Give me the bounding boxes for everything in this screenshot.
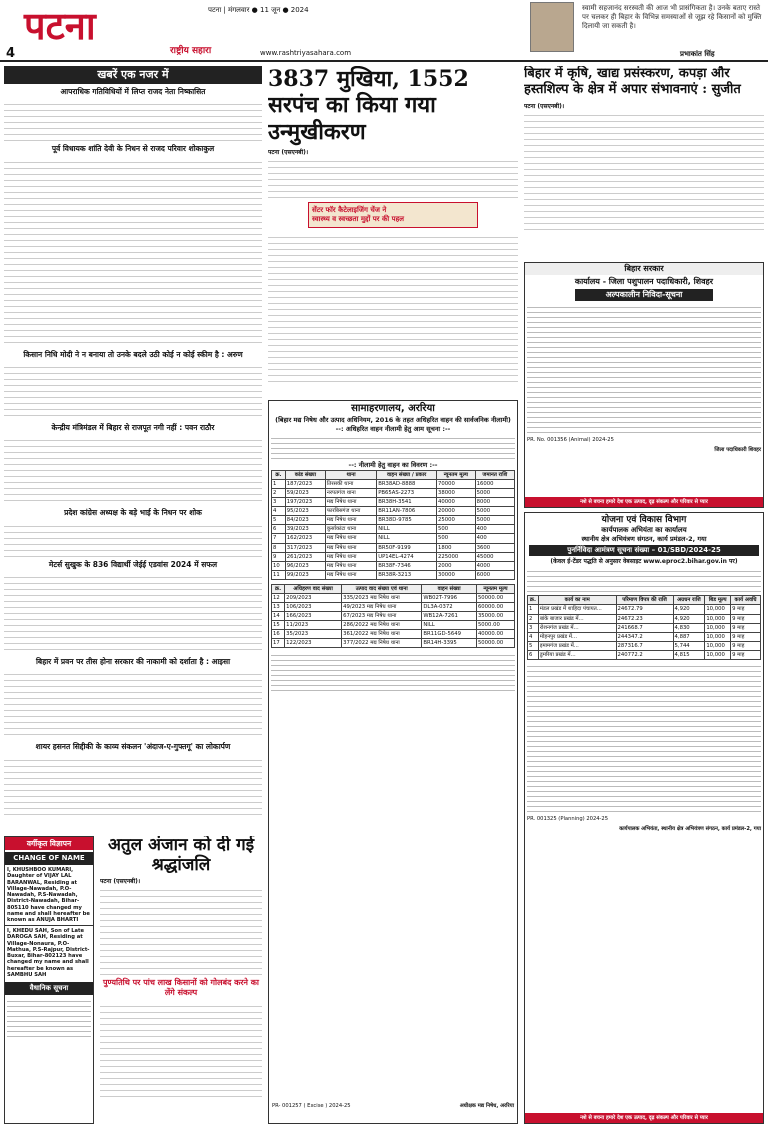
planning-pr: PR. 001325 (Planning) 2024-25 — [527, 815, 609, 822]
auction-table-cell: 70000 — [437, 479, 476, 488]
auction-table-cell: BR38F-7346 — [377, 561, 437, 570]
auction-table-2-cell: 35/2023 — [285, 630, 342, 639]
auction-table-cell: UP14EL-4274 — [377, 552, 437, 561]
auction-table-cell: 25000 — [437, 516, 476, 525]
auction-table-cell: 1 — [272, 479, 286, 488]
auction-table-cell: 39/2023 — [285, 525, 325, 534]
auction-table-cell: NILL — [377, 525, 437, 534]
planning-table-cell: 9 माह — [731, 632, 761, 641]
auction-table-2-row — [272, 602, 515, 611]
auction-table-2-cell: 14 — [272, 612, 285, 621]
auction-table-2-header-cell: क्र. — [272, 584, 285, 593]
planning-table-cell: 4,920 — [673, 605, 705, 614]
auction-table-cell: मद्य निषेध थाना — [325, 516, 376, 525]
auction-table-cell: कुर्साकांटा थाना — [325, 525, 376, 534]
planning-title: योजना एवं विकास विभाग — [601, 515, 687, 525]
planning-table-cell: 6 — [528, 650, 539, 659]
auction-table — [271, 470, 515, 580]
auction-table-cell: 225000 — [437, 552, 476, 561]
auction-table-cell: 45000 — [475, 552, 514, 561]
auction-table-2-cell: NILL — [422, 621, 477, 630]
auction-table-2-cell: 209/2023 — [285, 593, 342, 602]
auction-pr: PR- 001257 ( Excise ) 2024-25 — [272, 1102, 351, 1109]
auction-table-cell: BR11AN-7806 — [377, 507, 437, 516]
auction-table-cell: मद्य निषेध थाना — [325, 561, 376, 570]
planning-table-cell: 9 माह — [731, 614, 761, 623]
vet-header: बिहार सरकार — [525, 263, 763, 275]
planning-table-row — [528, 605, 761, 614]
right-dateline: पटना (एसएनबी)। — [524, 102, 565, 110]
auction-table-2-cell: BR11GD-5649 — [422, 630, 477, 639]
tribute-headline: अतुल अंजान को दी गई श्रद्धांजलि — [107, 836, 255, 875]
auction-table-2-cell: WB12A-7261 — [422, 612, 477, 621]
auction-table-cell: 400 — [475, 534, 514, 543]
auction-table-cell: 4000 — [475, 561, 514, 570]
highlight-box — [308, 202, 478, 228]
planning-table-cell: 5 — [528, 641, 539, 650]
planning-notice — [524, 512, 764, 1124]
planning-table-cell: 24672.79 — [616, 605, 673, 614]
auction-table-2-cell: BR14H-3395 — [422, 639, 477, 648]
name-notice-2: I, KHEDU SAH, Son of Late DAROGA SAH, Residing at Village-Nonaura, P.O-Mathua, P.S-Rajpur, District-Buxar, Bihar-802123 have changed my name and shall hereafter be known as SAMBHU SAH — [5, 925, 93, 980]
auction-table-cell: 500 — [437, 534, 476, 543]
planning-sub: स्थानीय क्षेत्र अभियंत्रण संगठन, कार्य प्रमंडल-2, गया — [581, 535, 707, 543]
auction-table-2-cell: 40000.00 — [476, 630, 514, 639]
planning-signatory: कार्यपालक अभियंता, स्थानीय क्षेत्र अभियंत्रण संगठन, कार्य प्रमंडल-2, गया — [619, 826, 761, 833]
auction-table-cell: 317/2023 — [285, 543, 325, 552]
vet-title: अल्पकालीन निविदा-सूचना — [575, 289, 713, 301]
auction-table-2-header-cell: न्यूनतम मूल्य — [476, 584, 514, 593]
planning-table-row — [528, 632, 761, 641]
planning-table-cell: इमामगंज प्रखंड में... — [538, 641, 616, 650]
auction-table-cell: 400 — [475, 525, 514, 534]
planning-table-row — [528, 623, 761, 632]
auction-table-row — [272, 525, 515, 534]
planning-footer: नशे से बचना हमारे देश एक उत्पाद, दृढ़ संकल्प और परिवार से प्यार — [525, 1113, 763, 1123]
planning-table-row — [528, 614, 761, 623]
highlight-bullet-2: स्वास्थ्य व स्वच्छता मुद्दों पर की पहल — [312, 215, 405, 224]
auction-table-2-cell: WB02T-7996 — [422, 593, 477, 602]
auction-table-cell: 2000 — [437, 561, 476, 570]
auction-table-cell: 5000 — [475, 507, 514, 516]
auction-table-2-cell: 5000.00 — [476, 621, 514, 630]
auction-table-2-row — [272, 621, 515, 630]
auction-table-2-cell: 50000.00 — [476, 639, 514, 648]
auction-table-2-cell: 60000.00 — [476, 602, 514, 611]
auction-table-cell: 8000 — [475, 498, 514, 507]
auction-table-cell: 5000 — [475, 489, 514, 498]
auction-table-title: --: नीलामी हेतु वाहन का विवरण :-- — [348, 460, 438, 469]
planning-table-cell: डुमरिया प्रखंड में... — [538, 650, 616, 659]
headline-6: बिहार में प्रवन पर तीस होना सरकार की नाकामी को दर्शाता है : आइसा — [35, 657, 231, 666]
auction-table-header-cell: क्र. — [272, 470, 286, 479]
planning-table-header-cell: अग्रधन राशि — [673, 596, 705, 605]
headline-7: शायर हसनत सिद्दीकी के काव्य संकलन 'अंदाज-ए-गुफ्तगू' का लोकार्पण — [35, 742, 231, 752]
auction-subtitle: (बिहार मद्य निषेध और उत्पाद अधिनियम, 2016 के तहत अधिहरित वाहन की सार्वजनिक नीलामी) — [275, 415, 511, 424]
change-name-title: CHANGE OF NAME — [5, 852, 93, 865]
auction-table-2-cell: 49/2023 मद्य निषेध थाना — [342, 602, 422, 611]
planning-table-cell: 10,000 — [705, 623, 731, 632]
auction-table-cell: फारबिसगंज थाना — [325, 507, 376, 516]
auction-table-2-cell: 361/2022 मद्य निषेध थाना — [342, 630, 422, 639]
website: www.rashtriyasahara.com — [260, 49, 352, 57]
planning-table-row — [528, 650, 761, 659]
masthead — [0, 0, 768, 62]
date-line: पटना | मंगलवार ● 11 जून ● 2024 — [208, 6, 309, 14]
auction-table-cell: 30000 — [437, 570, 476, 579]
auction-table-2-cell: DL3A-0372 — [422, 602, 477, 611]
auction-table-2-cell: 11/2023 — [285, 621, 342, 630]
tribute-dateline: पटना (एसएनबी)। — [100, 878, 141, 886]
auction-table-2-cell: 377/2022 मद्य निषेध थाना — [342, 639, 422, 648]
brand: राष्ट्रीय सहारा — [170, 46, 212, 56]
auction-table-cell: 40000 — [437, 498, 476, 507]
headline-5: मेटर्स सुखुक के 836 विद्यार्थी जेईई एडवांस 2024 में सफल — [48, 559, 218, 569]
auction-table-cell: 162/2023 — [285, 534, 325, 543]
auction-table-row — [272, 570, 515, 579]
planning-table-cell: 5,744 — [673, 641, 705, 650]
auction-table-cell: मद्य निषेध थाना — [325, 543, 376, 552]
auction-table-2-cell: 17 — [272, 639, 285, 648]
planning-table-cell: मंडल प्रखंड में शाहिदा पंचायत... — [538, 605, 616, 614]
vet-notice — [524, 262, 764, 508]
auction-table-cell: 2 — [272, 489, 286, 498]
auction-table-cell: मद्य निषेध थाना — [325, 498, 376, 507]
planning-table-cell: 9 माह — [731, 641, 761, 650]
planning-table-cell: 241668.7 — [616, 623, 673, 632]
auction-table-row — [272, 543, 515, 552]
auction-table-cell: 20000 — [437, 507, 476, 516]
planning-table-header-cell: परिमाण विपत्र की राशि — [616, 596, 673, 605]
planning-table-cell: 4 — [528, 632, 539, 641]
auction-table-cell: तिरसकी थाना — [325, 479, 376, 488]
auction-table-cell: 10 — [272, 561, 286, 570]
planning-table-cell: 10,000 — [705, 614, 731, 623]
legal-notice-title: वैधानिक सूचना — [5, 982, 93, 995]
auction-table-cell: 99/2023 — [285, 570, 325, 579]
auction-table-cell: 6000 — [475, 570, 514, 579]
auction-table-header-cell: वाहन संख्या / प्रकार — [377, 470, 437, 479]
auction-table-cell: 11 — [272, 570, 286, 579]
auction-table-2-cell: 122/2023 — [285, 639, 342, 648]
quote-photo — [530, 2, 574, 52]
auction-table-row — [272, 552, 515, 561]
auction-table-cell: 95/2023 — [285, 507, 325, 516]
auction-table-2-cell: 50000.00 — [476, 593, 514, 602]
auction-table-cell: मद्य निषेध थाना — [325, 570, 376, 579]
section-title: खबरें एक नजर में — [4, 66, 262, 84]
planning-table-cell: 10,000 — [705, 605, 731, 614]
auction-table-cell: नरपतगंज थाना — [325, 489, 376, 498]
planning-table-header-cell: कार्य का नाम — [538, 596, 616, 605]
middle-article — [268, 66, 518, 396]
kicker-headline: आपराधिक गतिविधियों में लिप्त राजद नेता निष्कासित — [60, 86, 206, 96]
auction-table-cell: 38000 — [437, 489, 476, 498]
auction-table-2-cell: 106/2023 — [285, 602, 342, 611]
headline-2: किसान निधि मोदी ने न बनाया तो उनके बदले उठी कोई न कोई स्कीम है : अरुण — [23, 349, 243, 359]
highlight-bullet-1: सेंटर फॉर कैटेलाइजिंग चेंज ने — [312, 206, 387, 215]
auction-table-cell: PB65AS-2273 — [377, 489, 437, 498]
auction-table-cell: 7 — [272, 534, 286, 543]
city-logo: पटना — [24, 3, 96, 48]
right-article — [524, 66, 764, 256]
auction-table-row — [272, 507, 515, 516]
auction-table-cell: BR50F-9199 — [377, 543, 437, 552]
classifieds-title: वर्गीकृत विज्ञापन — [5, 837, 93, 850]
auction-table-header-cell: न्यूनतम मूल्य — [437, 470, 476, 479]
auction-table-2-cell: 13 — [272, 602, 285, 611]
planning-table-header-cell: कार्य अवधि — [731, 596, 761, 605]
planning-table-cell: 4,830 — [673, 623, 705, 632]
headline-1: पूर्व विधायक शांति देवी के निधन से राजद परिवार शोकाकुल — [51, 144, 215, 154]
auction-table-2-header-cell: अधिहरण वाद संख्या — [285, 584, 342, 593]
planning-table-cell: 9 माह — [731, 650, 761, 659]
auction-table-cell: 5000 — [475, 516, 514, 525]
auction-table-2-row — [272, 612, 515, 621]
auction-table-2-cell: 15 — [272, 621, 285, 630]
auction-table-2-cell: 16 — [272, 630, 285, 639]
planning-bar: पुनर्निविदा आमंत्रण सूचना संख्या – 01/SBD/2024-25 — [529, 545, 759, 556]
auction-table-header-cell: जमानत राशि — [475, 470, 514, 479]
left-news-column — [4, 66, 262, 832]
planning-table-cell: 9 माह — [731, 623, 761, 632]
auction-table-cell: 197/2023 — [285, 498, 325, 507]
planning-table-cell: 287316.7 — [616, 641, 673, 650]
headline-3: केन्द्रीय मंत्रिमंडल में बिहार से राजपूत नगी नहीं : पवन राठौर — [51, 422, 215, 432]
auction-table-cell: 96/2023 — [285, 561, 325, 570]
quote-author: प्रभाकांत सिंह — [680, 50, 715, 58]
auction-table-cell: 500 — [437, 525, 476, 534]
planning-table-cell: 4,887 — [673, 632, 705, 641]
middle-dateline: पटना (एसएनबी)। — [268, 149, 309, 157]
planning-table-cell: 244347.2 — [616, 632, 673, 641]
vet-signatory: जिला पदाधिकारी शिवहर — [714, 447, 761, 454]
tribute-article — [100, 836, 262, 1124]
planning-table-cell: 10,000 — [705, 632, 731, 641]
auction-table-cell: 8 — [272, 543, 286, 552]
planning-table-cell: 4,815 — [673, 650, 705, 659]
auction-table-cell: 5 — [272, 516, 286, 525]
auction-table-2-header-cell: वाहन संख्या — [422, 584, 477, 593]
auction-table-row — [272, 498, 515, 507]
planning-table-cell: 240772.2 — [616, 650, 673, 659]
planning-table-cell: 9 माह — [731, 605, 761, 614]
planning-office: कार्यपालक अभियंता का कार्यालय — [601, 526, 687, 535]
planning-table-header-cell: बिड मूल्य — [705, 596, 731, 605]
auction-table-cell: 6 — [272, 525, 286, 534]
auction-table-2-cell: 67/2023 मद्य निषेध थाना — [342, 612, 422, 621]
auction-table-cell: मद्य निषेध थाना — [325, 552, 376, 561]
planning-table-cell: 2 — [528, 614, 539, 623]
page-number: 4 — [6, 46, 16, 61]
auction-table-2-cell: 335/2023 मद्य निषेध थाना — [342, 593, 422, 602]
auction-table-cell: BR38R-3213 — [377, 570, 437, 579]
auction-table-cell: 1800 — [437, 543, 476, 552]
name-notice-1: I, KHUSHBOO KUMARI, Daughter of VIJAY LAL BARANWAL, Residing at Village-Nawadah, P.O-Nawadah, P.S-Nawadah, District-Nawadah, Bihar-805110 have changed my name and shall hereafter be known as ANUJA BHARTI — [7, 867, 90, 923]
auction-table-cell: BR38AD-8888 — [377, 479, 437, 488]
planning-table — [527, 595, 761, 660]
planning-table-cell: 3 — [528, 623, 539, 632]
auction-table-header-cell: थाना — [325, 470, 376, 479]
headline-4: प्रदेश कांग्रेस अध्यक्ष के बड़े भाई के निधन पर शोक — [64, 508, 202, 518]
right-headline: बिहार में कृषि, खाद्य प्रसंस्करण, कपड़ा और हस्तशिल्प के क्षेत्र में अपार संभावनाएं : सुजीत — [524, 66, 741, 98]
auction-table-cell: मद्य निषेध थाना — [325, 534, 376, 543]
auction-table-cell: 9 — [272, 552, 286, 561]
auction-table-cell: 187/2023 — [285, 479, 325, 488]
auction-table-cell: BR38H-3541 — [377, 498, 437, 507]
auction-table-row — [272, 561, 515, 570]
vet-office: कार्यालय - जिला पशुपालन पदाधिकारी, शिवहर — [574, 277, 714, 286]
auction-table-cell: 261/2023 — [285, 552, 325, 561]
planning-table-cell: 10,000 — [705, 650, 731, 659]
planning-table-header-cell: क्र. — [528, 596, 539, 605]
middle-headline: 3837 मुखिया, 1552 सरपंच का किया गया उन्मुखीकरण — [268, 66, 469, 145]
auction-table-row — [272, 489, 515, 498]
auction-table-2-cell: 35000.00 — [476, 612, 514, 621]
masthead-quote: स्वामी सहजानंद सरस्वती की आज भी प्रासंगिकता है। उनके बताए रास्ते पर चलकर ही बिहार के विभिन्न समस्याओं से जूझ रहे किसानों को मुक्ति दिलायी जा सकती है। — [582, 4, 762, 31]
auction-table-cell: 3600 — [475, 543, 514, 552]
planning-table-cell: 1 — [528, 605, 539, 614]
auction-table-2-row — [272, 593, 515, 602]
planning-sub2: (केवल ई-टेंडर पद्धति से अनुसार वेबसाइट www.eproc2.bihar.gov.in पर) — [550, 557, 738, 565]
auction-table-2-row — [272, 630, 515, 639]
auction-table-cell: 84/2023 — [285, 516, 325, 525]
auction-table-cell: 3 — [272, 498, 286, 507]
auction-notice — [268, 400, 518, 1124]
planning-table-cell: मोहनपुर प्रखंड में... — [538, 632, 616, 641]
auction-table-2 — [271, 584, 515, 649]
auction-table-cell: BR38D-9785 — [377, 516, 437, 525]
planning-table-cell: बांके बाजार प्रखंड में... — [538, 614, 616, 623]
auction-table-2-row — [272, 639, 515, 648]
auction-table-cell: 16000 — [475, 479, 514, 488]
auction-table-2-cell: 286/2022 मद्य निषेध थाना — [342, 621, 422, 630]
tribute-subhead: पुण्यतिथि पर पांच लाख किसानों को गोलबंद करने का लेंगे संकल्प — [103, 978, 259, 998]
auction-table-cell: NILL — [377, 534, 437, 543]
auction-table-row — [272, 534, 515, 543]
auction-table-cell: 4 — [272, 507, 286, 516]
auction-title: सामाहरणालय, अररिया — [351, 403, 435, 414]
auction-table-cell: 59/2023 — [285, 489, 325, 498]
auction-signatory: अधीक्षक मद्य निषेध, अररिया — [459, 1102, 514, 1109]
auction-sub2: --: अधिहरित वाहन नीलामी हेतु आम सूचना :-- — [335, 424, 451, 433]
auction-table-2-header-cell: उत्पाद वाद संख्या एवं थाना — [342, 584, 422, 593]
auction-table-2-cell: 166/2023 — [285, 612, 342, 621]
planning-table-cell: 10,000 — [705, 641, 731, 650]
auction-table-header-cell: कांड संख्या — [285, 470, 325, 479]
auction-table-row — [272, 479, 515, 488]
auction-table-2-cell: 12 — [272, 593, 285, 602]
classifieds-box — [4, 836, 94, 1124]
planning-table-cell: 4,920 — [673, 614, 705, 623]
planning-table-row — [528, 641, 761, 650]
auction-table-row — [272, 516, 515, 525]
vet-footer: नशे से बचना हमारे देश एक उत्पाद, दृढ़ संकल्प और परिवार से प्यार — [525, 497, 763, 507]
planning-table-cell: 24672.23 — [616, 614, 673, 623]
vet-pr: PR. No. 001356 (Animal) 2024-25 — [527, 437, 614, 443]
planning-table-cell: रोशनगंज प्रखंड में... — [538, 623, 616, 632]
